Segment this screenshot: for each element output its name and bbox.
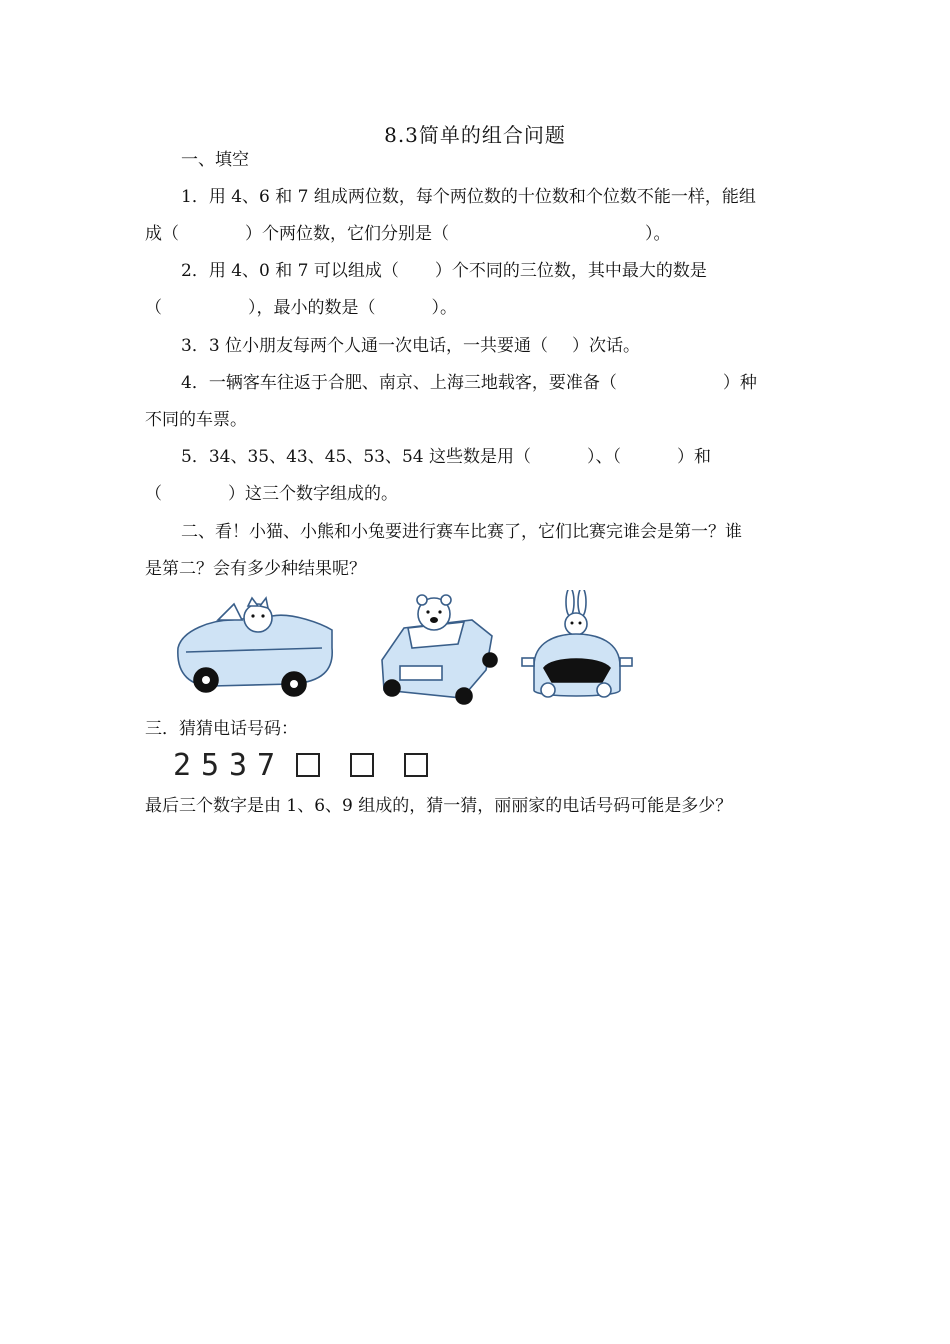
phone-digit-blank-box[interactable]	[350, 753, 374, 777]
question-2-line-2: （ ），最小的数是（ ）。	[145, 298, 457, 318]
question-3: 3．3 位小朋友每两个人通一次电话，一共要通（ ）次话。	[181, 336, 641, 356]
question-5-line-2: （ ）这三个数字组成的。	[145, 484, 398, 504]
phone-digit: 2	[172, 747, 192, 783]
phone-number-display	[168, 746, 428, 784]
phone-digit-blank-box[interactable]	[404, 753, 428, 777]
phone-digit: 3	[228, 747, 248, 783]
cat-car-icon	[178, 598, 332, 696]
section3-question: 最后三个数字是由 1、6、9 组成的，猜一猜，丽丽家的电话号码可能是多少？	[145, 796, 733, 816]
section1-heading: 一、填空	[181, 150, 249, 170]
section2-line-1: 二、看！小猫、小熊和小兔要进行赛车比赛了，它们比赛完谁会是第一？谁	[181, 522, 742, 542]
section2-line-2: 是第二？会有多少种结果呢？	[145, 559, 366, 579]
page-title: 8.3简单的组合问题	[384, 123, 566, 147]
question-1-line-1: 1．用 4、6 和 7 组成两位数，每个两位数的十位数和个位数不能一样，能组	[181, 187, 756, 207]
question-5-line-1: 5．34、35、43、45、53、54 这些数是用（ ）、（ ）和	[181, 447, 712, 467]
question-4-line-1: 4．一辆客车往返于合肥、南京、上海三地载客，要准备（ ）种	[181, 373, 757, 393]
section3-heading: 三．猜猜电话号码：	[145, 719, 298, 739]
question-4-line-2: 不同的车票。	[145, 410, 247, 430]
rabbit-car-icon	[522, 590, 632, 697]
question-1-line-2: 成（ ）个两位数，它们分别是（ ）。	[145, 224, 671, 244]
race-cars-illustration	[172, 590, 638, 710]
question-2-line-1: 2．用 4、0 和 7 可以组成（ ）个不同的三位数，其中最大的数是	[181, 261, 707, 281]
phone-digit: 7	[256, 747, 276, 783]
phone-digit-blank-box[interactable]	[296, 753, 320, 777]
bear-car-icon	[382, 595, 497, 704]
phone-digit: 5	[200, 747, 220, 783]
